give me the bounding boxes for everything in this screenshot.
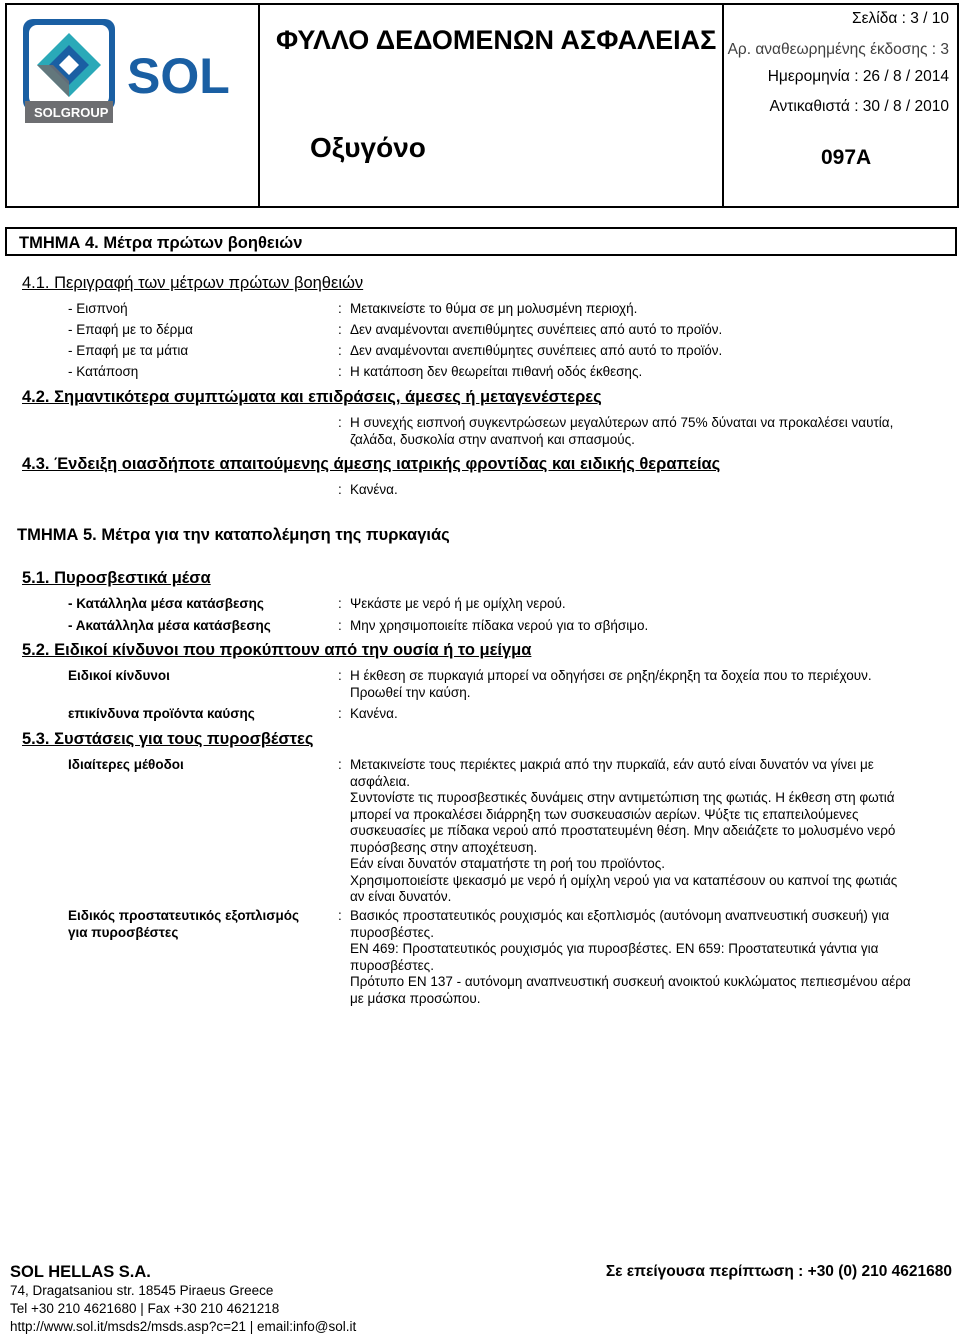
subsection-5-1-heading: 5.1. Πυροσβεστικά μέσα (22, 569, 211, 587)
revision-number: Αρ. αναθεωρημένης έκδοσης : 3 (727, 41, 949, 58)
row-value: Η συνεχής εισπνοή συγκεντρώσεων μεγαλύτερων από 75% δύναται να προκαλέσει ναυτία, ζαλάδα, δυσκολία στην αναπνοή και σπασμούς. (350, 415, 894, 447)
product-code: 097A (821, 146, 872, 169)
row-value: Ψεκάστε με νερό ή με ομίχλη νερού. (350, 596, 566, 611)
section-5-heading: ΤΜΗΜΑ 5. Μέτρα για την καταπολέμηση της πυρκαγιάς (17, 526, 450, 544)
row-label: Ειδικός προστατευτικός εξοπλισμός για πυροσβέστες (68, 908, 300, 940)
row-label: επικίνδυνα προϊόντα καύσης (68, 706, 255, 721)
row-label: - Ακατάλληλα μέσα κατάσβεσης (68, 618, 271, 633)
company-logo (7, 5, 260, 206)
row-label: - Κατάποση (68, 364, 139, 379)
company-phone: Tel +30 210 4621680 | Fax +30 210 4621218 (10, 1301, 280, 1316)
header-center (262, 5, 724, 206)
svg-text:SOL: SOL (127, 48, 230, 104)
row-value: Κανένα. (350, 482, 398, 497)
company-web: http://www.sol.it/msds2/msds.asp?c=21 | email:info@sol.it (10, 1319, 357, 1334)
row-label: Ειδικοί κίνδυνοι (68, 668, 170, 683)
row-label: - Επαφή με τα μάτια (68, 343, 189, 358)
row-label: Ιδιαίτερες μέθοδοι (68, 757, 184, 772)
subsection-5-2-heading: 5.2. Ειδικοί κίνδυνοι που προκύπτουν από την ουσία ή το μείγμα (22, 641, 532, 659)
revision-date: Ημερομηνία : 26 / 8 / 2014 (767, 68, 949, 85)
subsection-4-3-heading: 4.3. Ένδειξη οιασδήποτε απαιτούμενης άμεσης ιατρικής φροντίδας και ειδικής θεραπείας (22, 455, 721, 473)
sol-logo-icon (7, 5, 257, 205)
product-name: Οξυγόνο (310, 132, 426, 163)
document-title: ΦΥΛΛΟ ΔΕΔΟΜΕΝΩΝ ΑΣΦΑΛΕΙΑΣ (276, 25, 717, 55)
row-label: - Εισπνοή (68, 301, 128, 316)
company-name: SOL HELLAS S.A. (10, 1263, 151, 1281)
document-header (5, 3, 959, 208)
row-value: Κανένα. (350, 706, 398, 721)
header-meta (726, 5, 957, 206)
row-value: Η έκθεση σε πυρκαγιά μπορεί να οδηγήσει σε ρηξη/έκρηξη τα δοχεία που το περιέχουν. Προωθεί την καύση. (350, 668, 872, 700)
row-value: Δεν αναμένονται ανεπιθύμητες συνέπειες από αυτό το προϊόν. (350, 322, 723, 337)
row-label: - Επαφή με το δέρμα (68, 322, 193, 337)
row-value: Βασικός προστατευτικός ρουχισμός και εξοπλισμός (αυτόνομη αναπνευστική συσκευή) για πυροσβέστες. EN 469: Προστατευτικός ρουχισμός για πυροσβέστες. EN 659: Προστατευτικά γάντια για πυροσβέστες. Πρότυπο EN 137 - αυτόνομη αναπνευστική συσκευή ανοικτού κυκλώματος πεπιεσμένου αέρα με μάσκα προσώπου. (350, 908, 911, 1006)
subsection-5-3-heading: 5.3. Συστάσεις για τους πυροσβέστες (22, 730, 314, 748)
row-value: Μετακινείστε τους περιέκτες μακριά από την πυρκαϊά, εάν αυτό είναι δυνατόν να γίνει με ασφάλεια. Συντονίστε τις πυροσβεστικές δυνάμεις στην αντιμετώπιση της φωτιάς. Η έκθεση στη φωτιά μπορεί να προκαλέσει διάρρηξη των συσκευασιών αερίων. Ψύξτε τις επαπειλούμενες συσκευασίες με πίδακα νερού από προστατευμένη θέση. Μην αδειάζετε το μολυσμένο νερό πυρόσβεσης στην αποχέτευση. Εάν είναι δυνατόν σταματήστε τη ροή του προϊόντος. Χρησιμοποιείστε ψεκασμό με νερό ή ομίχλη νερού για να καταπέσουν ου καπνοί της φωτιάς αν είναι δυνατόν. (350, 757, 898, 904)
page-number: Σελίδα : 3 / 10 (852, 10, 949, 27)
row-value: Δεν αναμένονται ανεπιθύμητες συνέπειες από αυτό το προϊόν. (350, 343, 723, 358)
svg-text:SOLGROUP: SOLGROUP (34, 105, 109, 120)
emergency-phone: Σε επείγουσα περίπτωση : +30 (0) 210 4621680 (605, 1263, 952, 1280)
company-address: 74, Dragatsaniou str. 18545 Piraeus Greece (10, 1283, 274, 1298)
row-value: Μετακινείστε το θύμα σε μη μολυσμένη περιοχή. (350, 301, 638, 316)
subsection-4-1-heading: 4.1. Περιγραφή των μέτρων πρώτων βοηθειών (22, 274, 364, 292)
supersedes-date: Αντικαθιστά : 30 / 8 / 2010 (769, 98, 949, 115)
subsection-4-2-heading: 4.2. Σημαντικότερα συμπτώματα και επιδράσεις, άμεσες ή μεταγενέστερες (22, 388, 602, 406)
company-footer (10, 1262, 356, 1336)
row-value: Η κατάποση δεν θεωρείται πιθανή οδός έκθεσης. (350, 364, 643, 379)
row-value: Μην χρησιμοποιείτε πίδακα νερού για το σβήσιμο. (350, 618, 649, 633)
row-label: - Κατάλληλα μέσα κατάσβεσης (68, 596, 264, 611)
section-4-heading: ΤΜΗΜΑ 4. Μέτρα πρώτων βοηθειών (5, 227, 957, 256)
